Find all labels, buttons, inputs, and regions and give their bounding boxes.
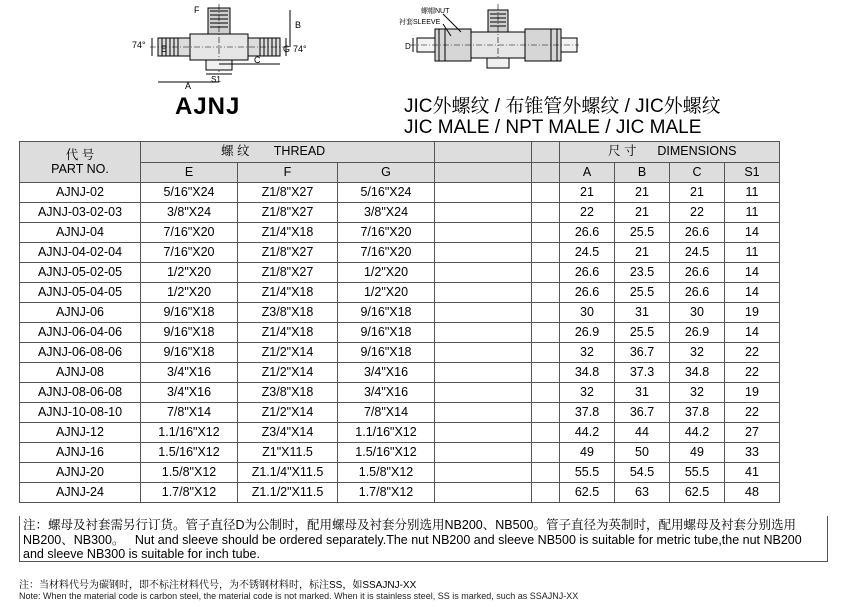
cell-thread-f: Z3/8"X18 bbox=[238, 383, 338, 403]
header-code-cn: 代 号 bbox=[65, 148, 95, 162]
label-angle-left: 74° bbox=[132, 40, 146, 50]
cell-dim-s1: 48 bbox=[725, 483, 780, 503]
cell-thread-e: 9/16"X18 bbox=[141, 303, 238, 323]
cell-spacer bbox=[532, 283, 560, 303]
label-b: B bbox=[295, 20, 302, 30]
cell-thread-e: 1.5/16"X12 bbox=[141, 443, 238, 463]
cell-dim-a: 55.5 bbox=[560, 463, 615, 483]
cell-dim-s1: 19 bbox=[725, 303, 780, 323]
cell-dim-b: 36.7 bbox=[615, 343, 670, 363]
header-spacer bbox=[435, 142, 532, 163]
label-angle-right: 74° bbox=[293, 44, 307, 54]
header-spacer bbox=[435, 162, 532, 183]
cell-part-no: AJNJ-04-02-04 bbox=[20, 243, 141, 263]
header-part bbox=[20, 142, 141, 183]
cell-thread-f: Z1/2"X14 bbox=[238, 403, 338, 423]
cell-spacer bbox=[435, 243, 532, 263]
cell-dim-b: 31 bbox=[615, 383, 670, 403]
cell-thread-f: Z1/4"X18 bbox=[238, 223, 338, 243]
cell-spacer bbox=[435, 363, 532, 383]
label-e: E bbox=[161, 44, 168, 54]
cell-thread-e: 1/2"X20 bbox=[141, 263, 238, 283]
cell-dim-b: 21 bbox=[615, 183, 670, 203]
cell-dim-a: 26.6 bbox=[560, 223, 615, 243]
cell-dim-s1: 27 bbox=[725, 423, 780, 443]
fitting-drawing-right bbox=[395, 2, 580, 82]
cell-spacer bbox=[435, 423, 532, 443]
table-row bbox=[20, 463, 780, 483]
cell-spacer bbox=[435, 303, 532, 323]
cell-thread-e: 1.5/8"X12 bbox=[141, 463, 238, 483]
label-s1: S1 bbox=[211, 75, 221, 84]
table-row bbox=[20, 343, 780, 363]
cell-dim-s1: 11 bbox=[725, 243, 780, 263]
cell-thread-f: Z1/8"X27 bbox=[238, 183, 338, 203]
cell-dim-s1: 33 bbox=[725, 443, 780, 463]
cell-dim-s1: 11 bbox=[725, 203, 780, 223]
cell-spacer bbox=[435, 323, 532, 343]
cell-thread-e: 3/4"X16 bbox=[141, 363, 238, 383]
label-f: F bbox=[194, 5, 200, 15]
header-thread-en: THREAD bbox=[273, 144, 326, 159]
cell-thread-f: Z1/8"X27 bbox=[238, 243, 338, 263]
cell-part-no: AJNJ-16 bbox=[20, 443, 141, 463]
cell-thread-g: 9/16"X18 bbox=[338, 323, 435, 343]
cell-thread-g: 1/2"X20 bbox=[338, 263, 435, 283]
cell-dim-c: 62.5 bbox=[670, 483, 725, 503]
cell-dim-c: 32 bbox=[670, 383, 725, 403]
cell-dim-b: 23.5 bbox=[615, 263, 670, 283]
cell-spacer bbox=[435, 223, 532, 243]
product-code: AJNJ bbox=[175, 93, 241, 120]
cell-dim-a: 32 bbox=[560, 383, 615, 403]
cell-thread-f: Z1.1/2"X11.5 bbox=[238, 483, 338, 503]
cell-spacer bbox=[532, 443, 560, 463]
cell-dim-c: 55.5 bbox=[670, 463, 725, 483]
cell-thread-f: Z1/4"X18 bbox=[238, 283, 338, 303]
cell-dim-b: 54.5 bbox=[615, 463, 670, 483]
title-en: JIC MALE / NPT MALE / JIC MALE bbox=[404, 117, 702, 138]
label-sleeve: 衬套SLEEVE bbox=[399, 19, 441, 26]
cell-part-no: AJNJ-06 bbox=[20, 303, 141, 323]
cell-dim-c: 30 bbox=[670, 303, 725, 323]
cell-thread-f: Z1.1/4"X11.5 bbox=[238, 463, 338, 483]
header-thread bbox=[141, 142, 435, 163]
header-row-1 bbox=[20, 142, 780, 163]
cell-thread-g: 7/16"X20 bbox=[338, 223, 435, 243]
header-dimensions bbox=[560, 142, 780, 163]
cell-dim-s1: 14 bbox=[725, 323, 780, 343]
cell-thread-e: 5/16"X24 bbox=[141, 183, 238, 203]
cell-spacer bbox=[532, 223, 560, 243]
cell-thread-e: 1/2"X20 bbox=[141, 283, 238, 303]
cell-part-no: AJNJ-20 bbox=[20, 463, 141, 483]
cell-thread-e: 7/16"X20 bbox=[141, 243, 238, 263]
cell-dim-b: 31 bbox=[615, 303, 670, 323]
cell-dim-a: 30 bbox=[560, 303, 615, 323]
table-row bbox=[20, 183, 780, 203]
table-row bbox=[20, 443, 780, 463]
cell-spacer bbox=[435, 203, 532, 223]
cell-part-no: AJNJ-06-04-06 bbox=[20, 323, 141, 343]
note-cn: 注：螺母及衬套需另行订货。管子直径D为公制时，配用螺母及衬套分别选用NB200、NB500。管子直径为英制时，配用螺母及衬套分别选用NB200、NB300。 bbox=[23, 518, 796, 547]
header-spacer bbox=[532, 162, 560, 183]
cell-part-no: AJNJ-08 bbox=[20, 363, 141, 383]
cell-part-no: AJNJ-04 bbox=[20, 223, 141, 243]
cell-thread-g: 3/4"X16 bbox=[338, 363, 435, 383]
cell-part-no: AJNJ-03-02-03 bbox=[20, 203, 141, 223]
cell-spacer bbox=[532, 203, 560, 223]
cell-spacer bbox=[532, 343, 560, 363]
cell-dim-c: 26.9 bbox=[670, 323, 725, 343]
cell-dim-s1: 11 bbox=[725, 183, 780, 203]
label-c: C bbox=[254, 55, 261, 65]
header-dim-cn: 尺 寸 bbox=[608, 144, 637, 159]
cell-dim-c: 44.2 bbox=[670, 423, 725, 443]
header-code-en: PART NO. bbox=[51, 162, 109, 176]
cell-spacer bbox=[435, 483, 532, 503]
col-header-s1: S1 bbox=[725, 162, 780, 183]
cell-dim-a: 37.8 bbox=[560, 403, 615, 423]
cell-dim-s1: 22 bbox=[725, 403, 780, 423]
cell-thread-g: 7/8"X14 bbox=[338, 403, 435, 423]
label-nut: 螺帽NUT bbox=[421, 8, 450, 15]
cell-thread-f: Z1/8"X27 bbox=[238, 263, 338, 283]
cell-part-no: AJNJ-05-02-05 bbox=[20, 263, 141, 283]
footer-note-cn: 注：当材料代号为碳钢时，即不标注材料代号，为不锈钢材料时，标注SS，如SSAJNJ-XX bbox=[19, 580, 417, 591]
cell-dim-s1: 22 bbox=[725, 363, 780, 383]
cell-dim-a: 24.5 bbox=[560, 243, 615, 263]
col-header-f: F bbox=[238, 162, 338, 183]
table-row bbox=[20, 263, 780, 283]
cell-thread-f: Z1/2"X14 bbox=[238, 343, 338, 363]
cell-dim-c: 32 bbox=[670, 343, 725, 363]
cell-dim-b: 21 bbox=[615, 243, 670, 263]
cell-dim-b: 37.3 bbox=[615, 363, 670, 383]
cell-spacer bbox=[532, 303, 560, 323]
cell-dim-a: 34.8 bbox=[560, 363, 615, 383]
cell-spacer bbox=[532, 183, 560, 203]
label-a: A bbox=[185, 81, 192, 90]
cell-thread-f: Z1/4"X18 bbox=[238, 323, 338, 343]
cell-dim-s1: 14 bbox=[725, 283, 780, 303]
cell-spacer bbox=[532, 383, 560, 403]
cell-thread-e: 3/8"X24 bbox=[141, 203, 238, 223]
cell-part-no: AJNJ-02 bbox=[20, 183, 141, 203]
table-row bbox=[20, 323, 780, 343]
cell-dim-c: 26.6 bbox=[670, 263, 725, 283]
cell-dim-b: 63 bbox=[615, 483, 670, 503]
table-row bbox=[20, 423, 780, 443]
header-spacer bbox=[532, 142, 560, 163]
cell-dim-c: 21 bbox=[670, 183, 725, 203]
cell-dim-c: 37.8 bbox=[670, 403, 725, 423]
cell-thread-f: Z3/4"X14 bbox=[238, 423, 338, 443]
cell-thread-g: 9/16"X18 bbox=[338, 343, 435, 363]
col-header-g: G bbox=[338, 162, 435, 183]
label-d: D bbox=[405, 42, 411, 51]
cell-part-no: AJNJ-24 bbox=[20, 483, 141, 503]
cell-dim-c: 34.8 bbox=[670, 363, 725, 383]
cell-spacer bbox=[532, 483, 560, 503]
cell-thread-g: 7/16"X20 bbox=[338, 243, 435, 263]
table-row bbox=[20, 363, 780, 383]
cell-spacer bbox=[435, 343, 532, 363]
cell-dim-c: 26.6 bbox=[670, 223, 725, 243]
cell-spacer bbox=[532, 263, 560, 283]
cell-dim-c: 22 bbox=[670, 203, 725, 223]
cell-dim-s1: 14 bbox=[725, 223, 780, 243]
cell-thread-g: 1.5/8"X12 bbox=[338, 463, 435, 483]
table-row bbox=[20, 283, 780, 303]
cell-thread-e: 1.7/8"X12 bbox=[141, 483, 238, 503]
cell-dim-b: 25.5 bbox=[615, 323, 670, 343]
cell-dim-s1: 14 bbox=[725, 263, 780, 283]
title-cn: JIC外螺纹 / 布锥管外螺纹 / JIC外螺纹 bbox=[404, 96, 721, 117]
cell-dim-a: 26.6 bbox=[560, 283, 615, 303]
cell-thread-e: 1.1/16"X12 bbox=[141, 423, 238, 443]
header-thread-cn: 螺 纹 bbox=[221, 144, 250, 159]
cell-spacer bbox=[435, 263, 532, 283]
cell-part-no: AJNJ-10-08-10 bbox=[20, 403, 141, 423]
cell-thread-e: 9/16"X18 bbox=[141, 323, 238, 343]
cell-thread-g: 5/16"X24 bbox=[338, 183, 435, 203]
spec-table bbox=[19, 141, 780, 503]
cell-spacer bbox=[435, 383, 532, 403]
cell-thread-e: 9/16"X18 bbox=[141, 343, 238, 363]
cell-part-no: AJNJ-05-04-05 bbox=[20, 283, 141, 303]
cell-dim-b: 44 bbox=[615, 423, 670, 443]
cell-dim-a: 32 bbox=[560, 343, 615, 363]
col-header-c: C bbox=[670, 162, 725, 183]
col-header-e: E bbox=[141, 162, 238, 183]
cell-spacer bbox=[435, 403, 532, 423]
cell-spacer bbox=[532, 323, 560, 343]
cell-thread-e: 3/4"X16 bbox=[141, 383, 238, 403]
cell-thread-g: 3/4"X16 bbox=[338, 383, 435, 403]
cell-thread-g: 1/2"X20 bbox=[338, 283, 435, 303]
table-row bbox=[20, 483, 780, 503]
note-box bbox=[19, 516, 828, 562]
cell-dim-b: 25.5 bbox=[615, 283, 670, 303]
header-dim-en: DIMENSIONS bbox=[657, 144, 737, 159]
cell-dim-b: 50 bbox=[615, 443, 670, 463]
cell-thread-g: 1.5/16"X12 bbox=[338, 443, 435, 463]
fitting-drawing-left bbox=[130, 2, 315, 90]
cell-thread-f: Z1"X11.5 bbox=[238, 443, 338, 463]
cell-dim-c: 49 bbox=[670, 443, 725, 463]
cell-spacer bbox=[532, 403, 560, 423]
cell-spacer bbox=[435, 183, 532, 203]
cell-dim-b: 25.5 bbox=[615, 223, 670, 243]
cell-dim-s1: 41 bbox=[725, 463, 780, 483]
cell-thread-g: 9/16"X18 bbox=[338, 303, 435, 323]
table-row bbox=[20, 203, 780, 223]
cell-dim-b: 21 bbox=[615, 203, 670, 223]
footer-note-en: Note: When the material code is carbon steel, the material code is not marked. When it is stainless steel, SS is marked, such as SSAJNJ-XX bbox=[19, 591, 579, 601]
col-header-a: A bbox=[560, 162, 615, 183]
cell-spacer bbox=[435, 283, 532, 303]
cell-dim-a: 44.2 bbox=[560, 423, 615, 443]
cell-dim-c: 26.6 bbox=[670, 283, 725, 303]
cell-thread-e: 7/16"X20 bbox=[141, 223, 238, 243]
cell-dim-s1: 19 bbox=[725, 383, 780, 403]
cell-part-no: AJNJ-06-08-06 bbox=[20, 343, 141, 363]
cell-dim-c: 24.5 bbox=[670, 243, 725, 263]
cell-dim-a: 22 bbox=[560, 203, 615, 223]
cell-dim-a: 49 bbox=[560, 443, 615, 463]
cell-part-no: AJNJ-08-06-08 bbox=[20, 383, 141, 403]
cell-spacer bbox=[435, 463, 532, 483]
table-row bbox=[20, 403, 780, 423]
cell-spacer bbox=[532, 423, 560, 443]
cell-thread-f: Z1/2"X14 bbox=[238, 363, 338, 383]
cell-dim-a: 62.5 bbox=[560, 483, 615, 503]
table-row bbox=[20, 303, 780, 323]
cell-dim-b: 36.7 bbox=[615, 403, 670, 423]
cell-spacer bbox=[532, 463, 560, 483]
cell-spacer bbox=[532, 243, 560, 263]
table-row bbox=[20, 383, 780, 403]
label-g: G bbox=[283, 44, 291, 54]
cell-dim-a: 21 bbox=[560, 183, 615, 203]
cell-spacer bbox=[435, 443, 532, 463]
cell-spacer bbox=[532, 363, 560, 383]
cell-thread-f: Z3/8"X18 bbox=[238, 303, 338, 323]
cell-thread-e: 7/8"X14 bbox=[141, 403, 238, 423]
cell-part-no: AJNJ-12 bbox=[20, 423, 141, 443]
cell-thread-g: 1.7/8"X12 bbox=[338, 483, 435, 503]
cell-dim-a: 26.6 bbox=[560, 263, 615, 283]
cell-thread-g: 1.1/16"X12 bbox=[338, 423, 435, 443]
table-row bbox=[20, 243, 780, 263]
cell-dim-s1: 22 bbox=[725, 343, 780, 363]
cell-dim-a: 26.9 bbox=[560, 323, 615, 343]
col-header-b: B bbox=[615, 162, 670, 183]
table-row bbox=[20, 223, 780, 243]
cell-thread-g: 3/8"X24 bbox=[338, 203, 435, 223]
note-en: Nut and sleeve should be ordered separately.The nut NB200 and sleeve NB500 is suitable for metric tube,the nut NB200 and sleeve NB300 is suitable for inch tube. bbox=[23, 532, 802, 561]
cell-thread-f: Z1/8"X27 bbox=[238, 203, 338, 223]
